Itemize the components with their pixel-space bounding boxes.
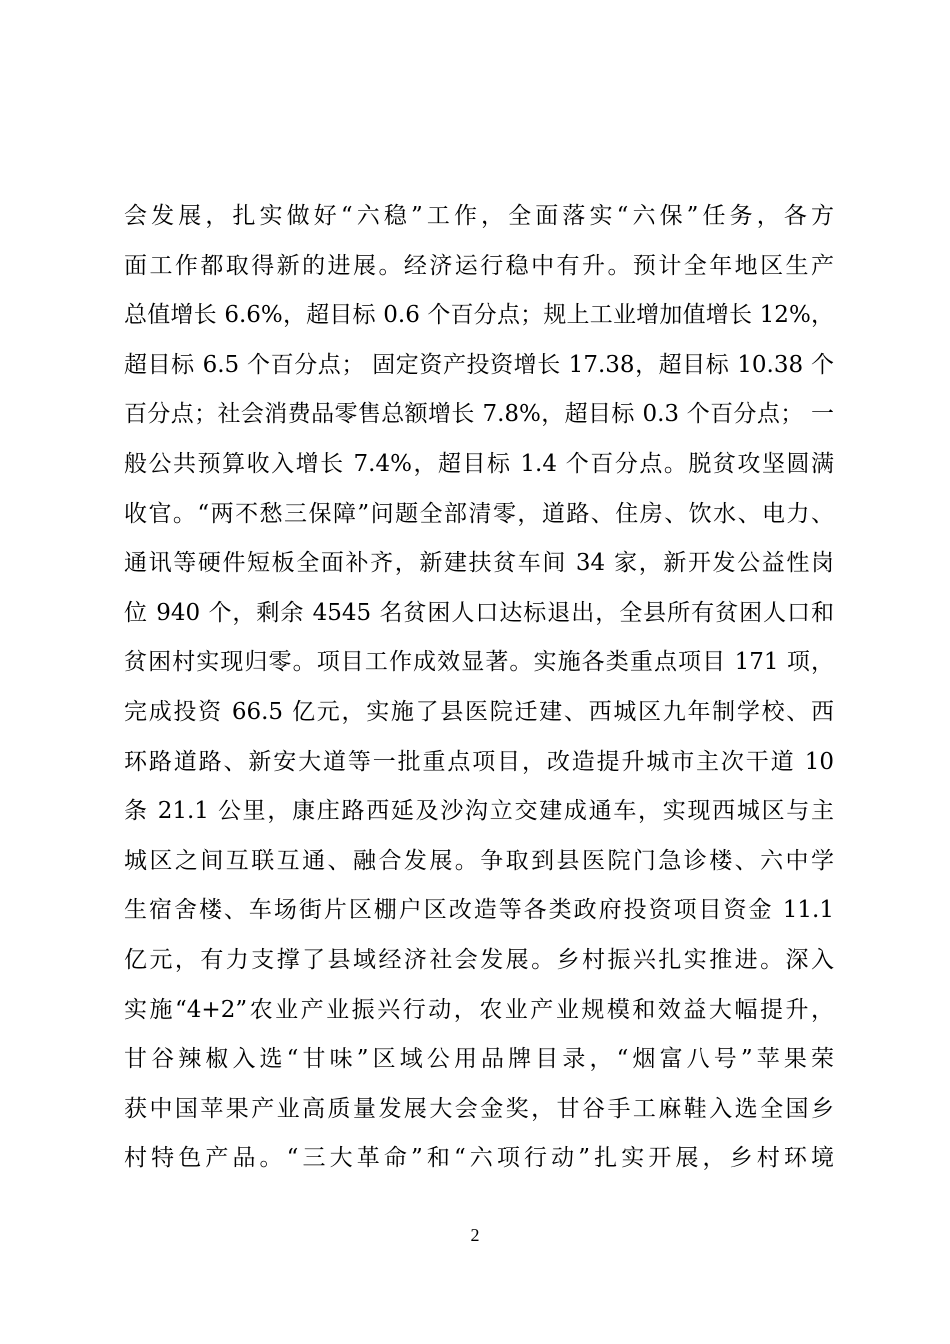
text-line: 生宿舍楼、车场街片区棚户区改造等各类政府投资项目资金 11.1 — [124, 897, 834, 924]
text-line: 村特色产品。“三大革命”和“六项行动”扎实开展，乡村环境 — [124, 1145, 834, 1172]
text-line: 收官。“两不愁三保障”问题全部清零，道路、住房、饮水、电力、 — [124, 500, 834, 527]
text-line: 般公共预算收入增长 7.4%，超目标 1.4 个百分点。脱贫攻坚圆满 — [124, 450, 834, 477]
text-line: 甘谷辣椒入选“甘味”区域公用品牌目录，“烟富八号”苹果荣 — [124, 1046, 834, 1073]
text-line: 总值增长 6.6%，超目标 0.6 个百分点；规上工业增加值增长 12%， — [124, 302, 834, 329]
text-line: 会发展，扎实做好“六稳”工作，全面落实“六保”任务，各方 — [124, 203, 834, 229]
text-line: 超目标 6.5 个百分点； 固定资产投资增长 17.38，超目标 10.38 个 — [124, 351, 834, 378]
text-line: 贫困村实现归零。项目工作成效显著。实施各类重点项目 171 项， — [124, 649, 834, 676]
text-line: 完成投资 66.5 亿元，实施了县医院迁建、西城区九年制学校、西 — [124, 698, 834, 725]
text-line: 通讯等硬件短板全面补齐，新建扶贫车间 34 家，新开发公益性岗 — [124, 550, 834, 577]
text-line: 环路道路、新安大道等一批重点项目，改造提升城市主次干道 10 — [124, 748, 834, 775]
page-number: 2 — [470, 1225, 480, 1245]
text-line: 百分点；社会消费品零售总额增长 7.8%，超目标 0.3 个百分点； 一 — [124, 401, 834, 428]
text-line: 条 21.1 公里，康庄路西延及沙沟立交建成通车，实现西城区与主 — [124, 798, 834, 825]
text-line: 获中国苹果产业高质量发展大会金奖，甘谷手工麻鞋入选全国乡 — [124, 1095, 834, 1122]
text-line: 面工作都取得新的进展。经济运行稳中有升。预计全年地区生产 — [124, 252, 834, 279]
text-line: 实施“4+2”农业产业振兴行动，农业产业规模和效益大幅提升， — [124, 996, 834, 1023]
text-line: 位 940 个，剩余 4545 名贫困人口达标退出，全县所有贫困人口和 — [124, 599, 834, 626]
body-paragraph — [124, 192, 834, 1184]
text-line: 城区之间互联互通、融合发展。争取到县医院门急诊楼、六中学 — [124, 847, 834, 874]
text-line: 亿元，有力支撑了县域经济社会发展。乡村振兴扎实推进。深入 — [124, 946, 834, 973]
